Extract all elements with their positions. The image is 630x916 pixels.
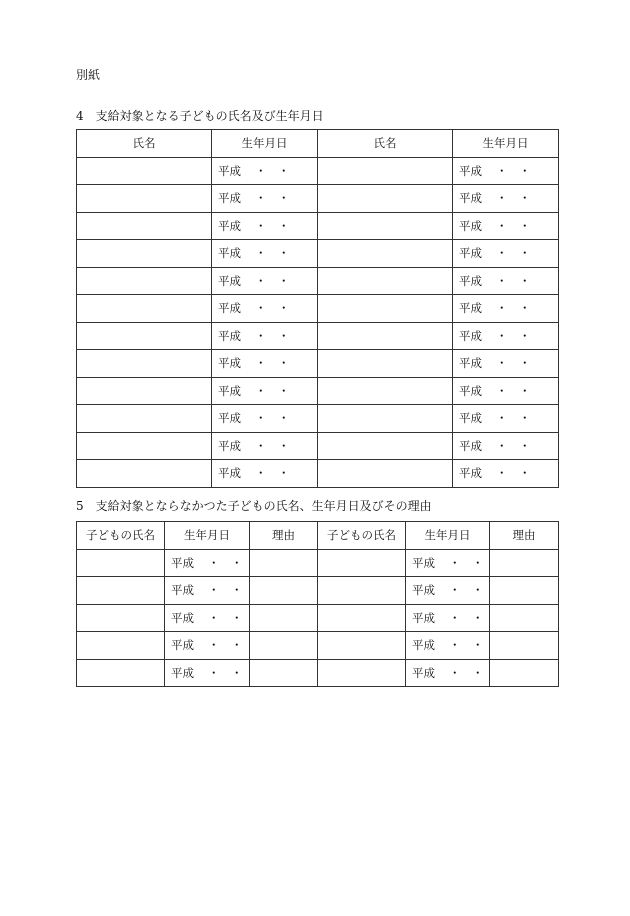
- name-cell[interactable]: [318, 322, 453, 350]
- name-cell[interactable]: [77, 157, 212, 185]
- era-label: 平成: [459, 356, 482, 371]
- table-row: [77, 405, 559, 433]
- era-label: 平成: [171, 610, 194, 625]
- era-label: 平成: [218, 301, 241, 316]
- name-cell[interactable]: [318, 267, 453, 295]
- era-label: 平成: [218, 466, 241, 481]
- birthdate-cell[interactable]: [406, 549, 490, 577]
- era-label: 平成: [171, 638, 194, 653]
- era-label: 平成: [459, 301, 482, 316]
- era-label: 平成: [412, 665, 435, 680]
- date-separators: ・ ・: [255, 328, 290, 343]
- era-label: 平成: [459, 383, 482, 398]
- child-name-cell[interactable]: [318, 549, 406, 577]
- date-separators: ・ ・: [496, 191, 531, 206]
- date-separators: ・ ・: [208, 665, 243, 680]
- reason-cell[interactable]: [250, 632, 318, 660]
- name-cell[interactable]: [318, 212, 453, 240]
- birthdate-cell[interactable]: [165, 659, 250, 687]
- date-separators: ・ ・: [496, 218, 531, 233]
- birthdate-cell[interactable]: [212, 240, 318, 268]
- birthdate-cell[interactable]: [212, 267, 318, 295]
- name-cell[interactable]: [77, 322, 212, 350]
- child-name-cell[interactable]: [77, 604, 165, 632]
- name-cell[interactable]: [77, 350, 212, 378]
- date-separators: ・ ・: [255, 438, 290, 453]
- child-name-cell[interactable]: [318, 659, 406, 687]
- table-row: [77, 322, 559, 350]
- birthdate-cell[interactable]: [212, 322, 318, 350]
- era-label: 平成: [171, 583, 194, 598]
- era-label: 平成: [218, 356, 241, 371]
- birthdate-cell[interactable]: [406, 577, 490, 605]
- date-separators: ・ ・: [496, 356, 531, 371]
- era-label: 平成: [412, 638, 435, 653]
- reason-cell[interactable]: [250, 577, 318, 605]
- table-row: [77, 604, 559, 632]
- era-label: 平成: [171, 665, 194, 680]
- table-row: [77, 432, 559, 460]
- era-label: 平成: [459, 438, 482, 453]
- date-separators: ・ ・: [496, 438, 531, 453]
- name-cell[interactable]: [77, 240, 212, 268]
- birthdate-cell[interactable]: [165, 549, 250, 577]
- name-cell[interactable]: [318, 405, 453, 433]
- reason-cell[interactable]: [490, 604, 559, 632]
- child-name-cell[interactable]: [318, 632, 406, 660]
- era-label: 平成: [218, 273, 241, 288]
- era-label: 平成: [218, 246, 241, 261]
- birthdate-cell[interactable]: [212, 185, 318, 213]
- date-separators: ・ ・: [496, 301, 531, 316]
- birthdate-cell[interactable]: [406, 604, 490, 632]
- section-4-table: [76, 129, 559, 488]
- name-cell[interactable]: [77, 212, 212, 240]
- date-separators: ・ ・: [449, 638, 484, 653]
- table-row: [77, 577, 559, 605]
- birthdate-cell[interactable]: [212, 432, 318, 460]
- era-label: 平成: [459, 411, 482, 426]
- date-separators: ・ ・: [208, 583, 243, 598]
- date-separators: ・ ・: [255, 466, 290, 481]
- birthdate-cell[interactable]: [453, 460, 559, 488]
- reason-cell[interactable]: [490, 632, 559, 660]
- name-cell[interactable]: [318, 157, 453, 185]
- table-row: [77, 350, 559, 378]
- name-cell[interactable]: [318, 295, 453, 323]
- era-label: 平成: [218, 411, 241, 426]
- reason-cell[interactable]: [250, 549, 318, 577]
- table-row: [77, 659, 559, 687]
- birthdate-cell[interactable]: [406, 632, 490, 660]
- col-header-birthdate: 生年月日: [165, 522, 250, 550]
- reason-cell[interactable]: [250, 659, 318, 687]
- reason-cell[interactable]: [250, 604, 318, 632]
- birthdate-cell[interactable]: [453, 267, 559, 295]
- table-row: [77, 157, 559, 185]
- birthdate-cell[interactable]: [453, 157, 559, 185]
- era-label: 平成: [459, 328, 482, 343]
- section-4-heading: 4 支給対象となる子どもの氏名及び生年月日: [76, 109, 324, 123]
- birthdate-cell[interactable]: [212, 350, 318, 378]
- date-separators: ・ ・: [255, 383, 290, 398]
- era-label: 平成: [218, 218, 241, 233]
- date-separators: ・ ・: [449, 555, 484, 570]
- birthdate-cell[interactable]: [212, 405, 318, 433]
- date-separators: ・ ・: [449, 665, 484, 680]
- name-cell[interactable]: [318, 432, 453, 460]
- era-label: 平成: [218, 328, 241, 343]
- child-name-cell[interactable]: [318, 577, 406, 605]
- era-label: 平成: [459, 273, 482, 288]
- era-label: 平成: [218, 383, 241, 398]
- name-cell[interactable]: [77, 405, 212, 433]
- birthdate-cell[interactable]: [453, 377, 559, 405]
- birthdate-cell[interactable]: [453, 350, 559, 378]
- name-cell[interactable]: [77, 460, 212, 488]
- name-cell[interactable]: [77, 295, 212, 323]
- table-row: [77, 549, 559, 577]
- date-separators: ・ ・: [208, 638, 243, 653]
- col-header-reason: 理由: [490, 522, 559, 550]
- era-label: 平成: [459, 218, 482, 233]
- name-cell[interactable]: [318, 460, 453, 488]
- date-separators: ・ ・: [255, 218, 290, 233]
- reason-cell[interactable]: [490, 549, 559, 577]
- era-label: 平成: [459, 163, 482, 178]
- reason-cell[interactable]: [490, 577, 559, 605]
- name-cell[interactable]: [77, 377, 212, 405]
- table-row: [77, 212, 559, 240]
- era-label: 平成: [412, 583, 435, 598]
- date-separators: ・ ・: [255, 273, 290, 288]
- col-header-name: 氏名: [318, 130, 453, 158]
- section-5-table: [76, 521, 559, 687]
- birthdate-cell[interactable]: [453, 432, 559, 460]
- date-separators: ・ ・: [208, 610, 243, 625]
- date-separators: ・ ・: [208, 555, 243, 570]
- table-row: [77, 185, 559, 213]
- date-separators: ・ ・: [496, 163, 531, 178]
- col-header-child-name: 子どもの氏名: [77, 522, 165, 550]
- col-header-name: 氏名: [77, 130, 212, 158]
- name-cell[interactable]: [77, 185, 212, 213]
- birthdate-cell[interactable]: [165, 632, 250, 660]
- date-separators: ・ ・: [449, 583, 484, 598]
- date-separators: ・ ・: [496, 273, 531, 288]
- era-label: 平成: [459, 466, 482, 481]
- date-separators: ・ ・: [496, 411, 531, 426]
- col-header-child-name: 子どもの氏名: [318, 522, 406, 550]
- col-header-birthdate: 生年月日: [453, 130, 559, 158]
- date-separators: ・ ・: [496, 466, 531, 481]
- era-label: 平成: [459, 191, 482, 206]
- era-label: 平成: [412, 610, 435, 625]
- era-label: 平成: [171, 555, 194, 570]
- child-name-cell[interactable]: [318, 604, 406, 632]
- birthdate-cell[interactable]: [453, 295, 559, 323]
- child-name-cell[interactable]: [77, 632, 165, 660]
- era-label: 平成: [218, 163, 241, 178]
- table-row: [77, 632, 559, 660]
- name-cell[interactable]: [318, 240, 453, 268]
- birthdate-cell[interactable]: [453, 322, 559, 350]
- date-separators: ・ ・: [496, 246, 531, 261]
- col-header-birthdate: 生年月日: [212, 130, 318, 158]
- name-cell[interactable]: [318, 185, 453, 213]
- date-separators: ・ ・: [255, 163, 290, 178]
- era-label: 平成: [412, 555, 435, 570]
- birthdate-cell[interactable]: [453, 405, 559, 433]
- birthdate-cell[interactable]: [212, 212, 318, 240]
- name-cell[interactable]: [77, 267, 212, 295]
- date-separators: ・ ・: [255, 301, 290, 316]
- date-separators: ・ ・: [255, 191, 290, 206]
- name-cell[interactable]: [318, 350, 453, 378]
- date-separators: ・ ・: [449, 610, 484, 625]
- table-row: [77, 460, 559, 488]
- annex-label: 別紙: [76, 68, 101, 82]
- col-header-reason: 理由: [250, 522, 318, 550]
- table-row: [77, 240, 559, 268]
- birthdate-cell[interactable]: [165, 604, 250, 632]
- child-name-cell[interactable]: [77, 659, 165, 687]
- birthdate-cell[interactable]: [453, 212, 559, 240]
- birthdate-cell[interactable]: [453, 185, 559, 213]
- birthdate-cell[interactable]: [165, 577, 250, 605]
- col-header-birthdate: 生年月日: [406, 522, 490, 550]
- birthdate-cell[interactable]: [212, 157, 318, 185]
- name-cell[interactable]: [77, 432, 212, 460]
- era-label: 平成: [459, 246, 482, 261]
- birthdate-cell[interactable]: [406, 659, 490, 687]
- era-label: 平成: [218, 438, 241, 453]
- date-separators: ・ ・: [496, 383, 531, 398]
- table-row: [77, 267, 559, 295]
- birthdate-cell[interactable]: [212, 460, 318, 488]
- era-label: 平成: [218, 191, 241, 206]
- table-row: [77, 377, 559, 405]
- date-separators: ・ ・: [255, 356, 290, 371]
- date-separators: ・ ・: [255, 411, 290, 426]
- date-separators: ・ ・: [496, 328, 531, 343]
- child-name-cell[interactable]: [77, 577, 165, 605]
- date-separators: ・ ・: [255, 246, 290, 261]
- birthdate-cell[interactable]: [212, 377, 318, 405]
- table-row: [77, 295, 559, 323]
- section-5-heading: 5 支給対象とならなかつた子どもの氏名、生年月日及びその理由: [76, 499, 432, 513]
- child-name-cell[interactable]: [77, 549, 165, 577]
- birthdate-cell[interactable]: [212, 295, 318, 323]
- reason-cell[interactable]: [490, 659, 559, 687]
- name-cell[interactable]: [318, 377, 453, 405]
- birthdate-cell[interactable]: [453, 240, 559, 268]
